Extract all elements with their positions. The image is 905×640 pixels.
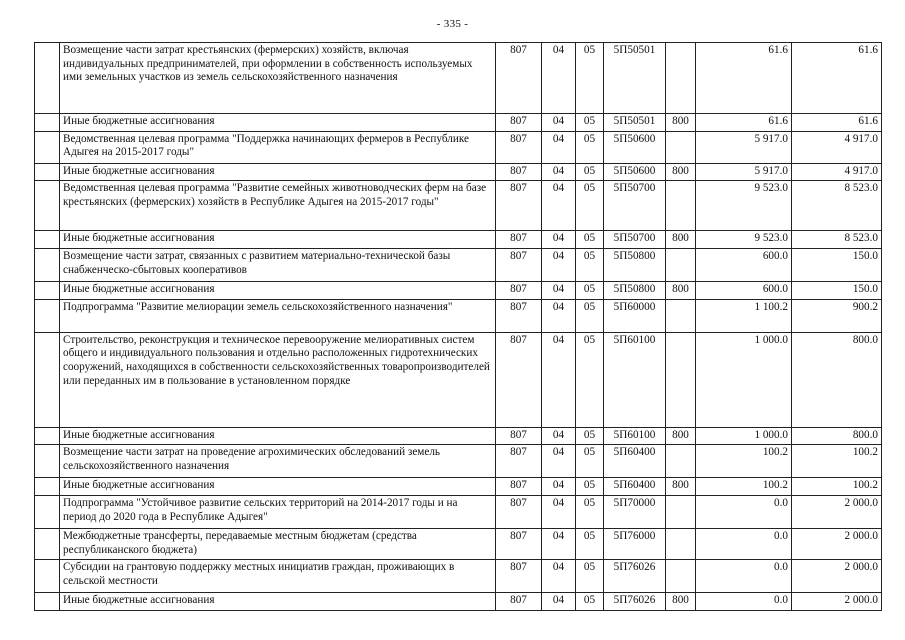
cell-csr: 5П76026: [604, 560, 666, 593]
table-row: [35, 248, 882, 281]
cell-rz: 04: [542, 478, 576, 496]
cell-vr: [666, 131, 696, 163]
cell-sum-2: 2 000.0: [792, 593, 882, 611]
indent-cell: [35, 445, 60, 478]
cell-vr: 800: [666, 231, 696, 249]
table-row: [35, 478, 882, 496]
cell-rz: 04: [542, 131, 576, 163]
cell-vr: 800: [666, 427, 696, 445]
cell-csr: 5П60000: [604, 299, 666, 332]
indent-cell: [35, 231, 60, 249]
cell-vr: [666, 299, 696, 332]
cell-pr: 05: [576, 495, 604, 528]
cell-sum-1: 9 523.0: [696, 181, 792, 231]
table-row: [35, 427, 882, 445]
cell-ved: 807: [496, 299, 542, 332]
cell-vr: 800: [666, 281, 696, 299]
cell-pr: 05: [576, 445, 604, 478]
cell-ved: 807: [496, 181, 542, 231]
cell-rz: 04: [542, 560, 576, 593]
table-row: [35, 181, 882, 231]
table-row: [35, 231, 882, 249]
cell-csr: 5П50700: [604, 231, 666, 249]
table-row: [35, 332, 882, 427]
indent-cell: [35, 528, 60, 559]
cell-vr: [666, 445, 696, 478]
cell-vr: 800: [666, 478, 696, 496]
cell-name: Возмещение части затрат на проведение агрохимических обследований земель сельскохозяйственного назначения: [60, 445, 496, 478]
cell-ved: 807: [496, 427, 542, 445]
table-row: [35, 445, 882, 478]
indent-cell: [35, 181, 60, 231]
cell-csr: 5П50501: [604, 114, 666, 132]
cell-sum-2: 2 000.0: [792, 528, 882, 559]
cell-csr: 5П76000: [604, 528, 666, 559]
cell-sum-1: 1 000.0: [696, 427, 792, 445]
cell-name: Подпрограмма "Развитие мелиорации земель сельскохозяйственного назначения": [60, 299, 496, 332]
cell-rz: 04: [542, 495, 576, 528]
cell-sum-1: 600.0: [696, 281, 792, 299]
indent-cell: [35, 163, 60, 181]
cell-sum-1: 100.2: [696, 445, 792, 478]
cell-name: Возмещение части затрат, связанных с развитием материально-технической базы снабженческо-сбытовых кооперативов: [60, 248, 496, 281]
cell-vr: [666, 43, 696, 114]
cell-sum-1: 5 917.0: [696, 163, 792, 181]
cell-sum-1: 1 000.0: [696, 332, 792, 427]
cell-csr: 5П60400: [604, 478, 666, 496]
indent-cell: [35, 299, 60, 332]
cell-rz: 04: [542, 281, 576, 299]
cell-ved: 807: [496, 528, 542, 559]
cell-pr: 05: [576, 248, 604, 281]
cell-name: Строительство, реконструкция и техническое перевооружение мелиоративных систем общего и индивидуального пользования и отдельно расположенных гидротехнических сооружений, находящихся в собственности сельскохозяйственных товаропроизводителей или переданных им в пользование в установленном порядке: [60, 332, 496, 427]
cell-sum-1: 61.6: [696, 114, 792, 132]
cell-sum-2: 4 917.0: [792, 163, 882, 181]
cell-pr: 05: [576, 593, 604, 611]
cell-name: Иные бюджетные ассигнования: [60, 281, 496, 299]
cell-sum-2: 61.6: [792, 43, 882, 114]
cell-sum-2: 8 523.0: [792, 181, 882, 231]
table-row: [35, 495, 882, 528]
cell-pr: 05: [576, 181, 604, 231]
table-row: [35, 281, 882, 299]
cell-sum-2: 150.0: [792, 281, 882, 299]
cell-pr: 05: [576, 114, 604, 132]
cell-rz: 04: [542, 593, 576, 611]
cell-name: Иные бюджетные ассигнования: [60, 427, 496, 445]
cell-pr: 05: [576, 231, 604, 249]
indent-cell: [35, 593, 60, 611]
indent-cell: [35, 248, 60, 281]
cell-vr: 800: [666, 593, 696, 611]
cell-pr: 05: [576, 281, 604, 299]
cell-ved: 807: [496, 163, 542, 181]
cell-csr: 5П50800: [604, 248, 666, 281]
cell-name: Иные бюджетные ассигнования: [60, 114, 496, 132]
cell-ved: 807: [496, 478, 542, 496]
cell-sum-2: 2 000.0: [792, 560, 882, 593]
cell-pr: 05: [576, 528, 604, 559]
table-row: [35, 528, 882, 559]
cell-ved: 807: [496, 231, 542, 249]
cell-rz: 04: [542, 181, 576, 231]
cell-sum-2: 800.0: [792, 427, 882, 445]
cell-rz: 04: [542, 114, 576, 132]
cell-pr: 05: [576, 427, 604, 445]
cell-csr: 5П60100: [604, 427, 666, 445]
cell-pr: 05: [576, 163, 604, 181]
cell-vr: [666, 495, 696, 528]
table-row: [35, 114, 882, 132]
cell-sum-1: 0.0: [696, 528, 792, 559]
cell-vr: 800: [666, 114, 696, 132]
indent-cell: [35, 114, 60, 132]
cell-sum-2: 100.2: [792, 445, 882, 478]
cell-sum-2: 61.6: [792, 114, 882, 132]
cell-csr: 5П50501: [604, 43, 666, 114]
cell-pr: 05: [576, 560, 604, 593]
cell-ved: 807: [496, 445, 542, 478]
cell-rz: 04: [542, 43, 576, 114]
cell-name: Иные бюджетные ассигнования: [60, 163, 496, 181]
table-row: [35, 163, 882, 181]
table-row: [35, 131, 882, 163]
cell-ved: 807: [496, 495, 542, 528]
cell-pr: 05: [576, 478, 604, 496]
cell-rz: 04: [542, 163, 576, 181]
cell-name: Межбюджетные трансферты, передаваемые местным бюджетам (средства республиканского бюджета): [60, 528, 496, 559]
cell-sum-2: 2 000.0: [792, 495, 882, 528]
indent-cell: [35, 560, 60, 593]
cell-csr: 5П60400: [604, 445, 666, 478]
table-row: [35, 299, 882, 332]
cell-rz: 04: [542, 231, 576, 249]
cell-sum-2: 900.2: [792, 299, 882, 332]
cell-sum-1: 100.2: [696, 478, 792, 496]
cell-rz: 04: [542, 445, 576, 478]
indent-cell: [35, 43, 60, 114]
indent-cell: [35, 478, 60, 496]
cell-name: Иные бюджетные ассигнования: [60, 478, 496, 496]
cell-name: Иные бюджетные ассигнования: [60, 231, 496, 249]
cell-sum-1: 1 100.2: [696, 299, 792, 332]
cell-rz: 04: [542, 427, 576, 445]
cell-ved: 807: [496, 248, 542, 281]
cell-ved: 807: [496, 593, 542, 611]
cell-csr: 5П50700: [604, 181, 666, 231]
cell-rz: 04: [542, 528, 576, 559]
cell-sum-2: 150.0: [792, 248, 882, 281]
cell-csr: 5П70000: [604, 495, 666, 528]
cell-csr: 5П50600: [604, 131, 666, 163]
cell-sum-1: 0.0: [696, 560, 792, 593]
cell-ved: 807: [496, 560, 542, 593]
indent-cell: [35, 281, 60, 299]
cell-sum-2: 8 523.0: [792, 231, 882, 249]
cell-sum-2: 100.2: [792, 478, 882, 496]
table-row: [35, 43, 882, 114]
page-number: - 335 -: [436, 18, 469, 30]
cell-csr: 5П50600: [604, 163, 666, 181]
cell-rz: 04: [542, 248, 576, 281]
cell-name: Подпрограмма "Устойчивое развитие сельских территорий на 2014-2017 годы и на период до 2020 года в Республике Адыгея": [60, 495, 496, 528]
budget-table: [34, 42, 882, 611]
indent-cell: [35, 427, 60, 445]
cell-sum-2: 4 917.0: [792, 131, 882, 163]
indent-cell: [35, 131, 60, 163]
cell-name: Возмещение части затрат крестьянских (фермерских) хозяйств, включая индивидуальных предпринимателей, при оформлении в собственность используемых ими земельных участков из земель сельскохозяйственного назначения: [60, 43, 496, 114]
table-body: [35, 43, 882, 611]
cell-vr: [666, 332, 696, 427]
cell-ved: 807: [496, 43, 542, 114]
cell-pr: 05: [576, 299, 604, 332]
cell-name: Субсидии на грантовую поддержку местных инициатив граждан, проживающих в сельской местности: [60, 560, 496, 593]
cell-pr: 05: [576, 131, 604, 163]
cell-vr: 800: [666, 163, 696, 181]
cell-vr: [666, 560, 696, 593]
cell-sum-1: 0.0: [696, 495, 792, 528]
cell-sum-1: 5 917.0: [696, 131, 792, 163]
indent-cell: [35, 332, 60, 427]
cell-csr: 5П60100: [604, 332, 666, 427]
cell-sum-1: 9 523.0: [696, 231, 792, 249]
table-row: [35, 560, 882, 593]
cell-ved: 807: [496, 114, 542, 132]
table-row: [35, 593, 882, 611]
cell-vr: [666, 248, 696, 281]
cell-sum-1: 600.0: [696, 248, 792, 281]
cell-ved: 807: [496, 131, 542, 163]
cell-pr: 05: [576, 332, 604, 427]
cell-ved: 807: [496, 332, 542, 427]
cell-rz: 04: [542, 299, 576, 332]
cell-name: Ведомственная целевая программа "Развитие семейных животноводческих ферм на базе крестьянских (фермерских) хозяйств в Республике Адыгея на 2015-2017 годы": [60, 181, 496, 231]
indent-cell: [35, 495, 60, 528]
cell-rz: 04: [542, 332, 576, 427]
cell-vr: [666, 528, 696, 559]
cell-ved: 807: [496, 281, 542, 299]
cell-pr: 05: [576, 43, 604, 114]
cell-name: Иные бюджетные ассигнования: [60, 593, 496, 611]
cell-csr: 5П76026: [604, 593, 666, 611]
cell-sum-2: 800.0: [792, 332, 882, 427]
cell-sum-1: 0.0: [696, 593, 792, 611]
cell-sum-1: 61.6: [696, 43, 792, 114]
cell-name: Ведомственная целевая программа "Поддержка начинающих фермеров в Республике Адыгея на 2015-2017 годы": [60, 131, 496, 163]
cell-csr: 5П50800: [604, 281, 666, 299]
cell-vr: [666, 181, 696, 231]
